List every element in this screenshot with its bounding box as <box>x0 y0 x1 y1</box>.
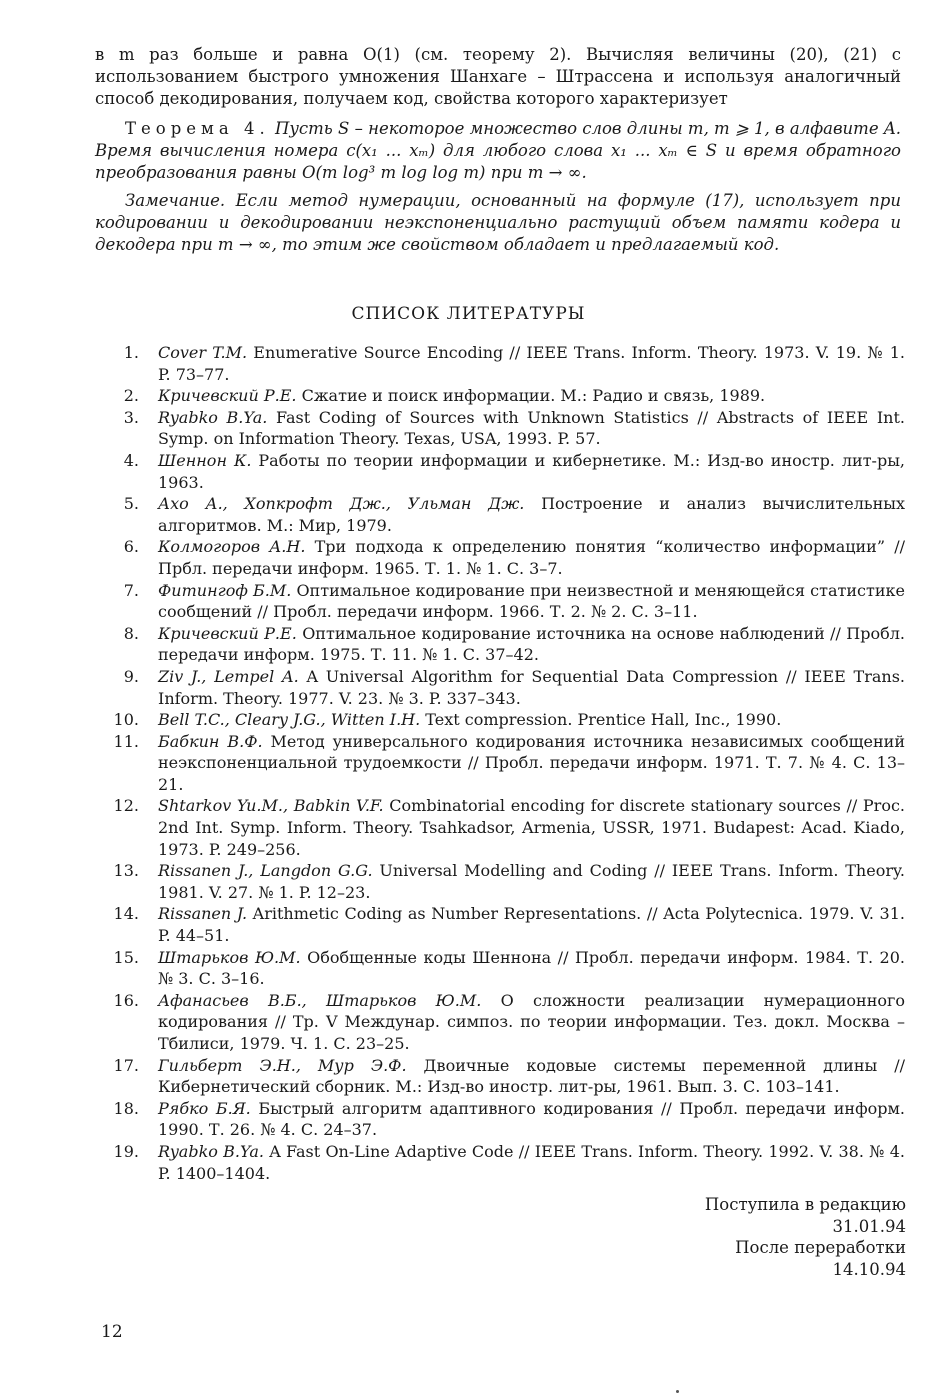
references-title: СПИСОК ЛИТЕРАТУРЫ <box>351 304 586 324</box>
reference-item <box>95 1141 905 1184</box>
reference-number: 2. <box>123 386 139 406</box>
theorem-label: Теорема 4. <box>125 119 270 138</box>
reference-text: Enumerative Source Encoding // IEEE Trans. Inform. Theory. 1973. V. 19. № 1. P. 73–77. <box>158 343 906 384</box>
reference-text: Три подхода к определению понятия “количество информации” // Прбл. передачи информ. 1965. Т. 1. № 1. С. 3–7. <box>158 537 905 578</box>
reference-item <box>95 536 905 579</box>
reference-item <box>95 450 905 493</box>
reference-authors: Cover T.M. <box>158 343 248 362</box>
remark-paragraph: Замечание. Если метод нумерации, основанный на формуле (17), использует при кодировании и декодировании неэкспоненциально растущий объем памяти кодера и декодера при m → ∞, то этим же свойством обладает и предлагаемый код. <box>95 191 901 254</box>
reference-item <box>95 1098 905 1141</box>
reference-item <box>95 731 905 796</box>
reference-text: Построение и анализ вычислительных алгоритмов. М.: Мир, 1979. <box>158 494 905 535</box>
scan-artifact <box>676 1390 679 1393</box>
reference-number: 1. <box>123 343 139 362</box>
reference-item <box>95 623 905 666</box>
theorem-4 <box>95 118 901 184</box>
page-number: 12 <box>101 1322 123 1342</box>
reference-text: Быстрый алгоритм адаптивного кодирования // Пробл. передачи информ. 1990. Т. 26. № 4. С. 24–37. <box>158 1098 906 1140</box>
reference-item <box>95 493 905 536</box>
reference-item <box>95 342 905 385</box>
reference-item <box>95 903 905 946</box>
reference-number: 12. <box>113 796 139 816</box>
reference-text: A Fast On-Line Adaptive Code // IEEE Trans. Inform. Theory. 1992. V. 38. № 4. P. 1400–1404. <box>158 1141 905 1183</box>
reference-number: 11. <box>113 731 139 751</box>
reference-text: Работы по теории информации и кибернетике. М.: Изд-во иностр. лит-ры, 1963. <box>158 450 906 492</box>
reference-text: О сложности реализации нумерационного кодирования // Тр. V Междунар. симпоз. по теории информации. Тез. докл. Москва – Тбилиси, 1979. Ч. 1. С. 23–25. <box>158 990 906 1053</box>
received-block <box>560 1194 906 1280</box>
reference-authors: Рябко Б.Я. <box>158 1098 251 1118</box>
reference-number: 17. <box>113 1055 139 1075</box>
reference-number: 7. <box>123 580 139 600</box>
revised-label: После переработки <box>735 1238 906 1257</box>
reference-number: 13. <box>113 861 139 881</box>
reference-text: Fast Coding of Sources with Unknown Statistics // Abstracts of IEEE Int. Symp. on Information Theory. Texas, USA, 1993. P. 57. <box>158 407 905 449</box>
reference-number: 14. <box>113 904 139 924</box>
reference-text: Combinatorial encoding for discrete stationary sources // Proc. 2nd Int. Symp. Inform. Theory. Tsahkadsor, Armenia, USSR, 1971. Budapest: Acad. Kiado, 1973. P. 249–256. <box>158 796 906 859</box>
reference-number: 9. <box>123 666 139 686</box>
reference-item <box>95 385 905 407</box>
reference-item <box>95 947 905 990</box>
reference-text: Text compression. Prentice Hall, Inc., 1990. <box>425 710 782 730</box>
reference-authors: Колмогоров А.Н. <box>158 537 306 557</box>
reference-authors: Ryabko B.Ya. <box>158 407 268 427</box>
reference-number: 10. <box>113 710 139 730</box>
reference-text: Сжатие и поиск информации. М.: Радио и связь, 1989. <box>301 386 766 406</box>
reference-text: Двоичные кодовые системы переменной длины // Кибернетический сборник. М.: Изд-во иностр. лит-ры, 1961. Вып. 3. С. 103–141. <box>158 1055 905 1097</box>
reference-text: Arithmetic Coding as Number Representations. // Acta Polytecnica. 1979. V. 31. P. 44–51. <box>158 904 905 946</box>
reference-item <box>95 860 905 903</box>
reference-item <box>95 795 905 860</box>
reference-authors: Rissanen J., Langdon G.G. <box>158 861 373 881</box>
reference-text: Метод универсального кодирования источника независимых сообщений неэкспоненциальной трудоемкости // Пробл. передачи информ. 1971. Т. 7. № 4. С. 13–21. <box>158 731 905 794</box>
references-list <box>95 342 905 1184</box>
intro-paragraph: в m раз больше и равна O(1) (см. теорему 2). Вычисляя величины (20), (21) с использованием быстрого умножения Шанхаге – Штрассена и используя аналогичный способ декодирования, получаем код, свойства которого характеризует <box>95 45 901 108</box>
reference-number: 19. <box>113 1141 139 1161</box>
reference-number: 6. <box>123 537 139 557</box>
reference-authors: Кричевский Р.Е. <box>158 386 297 406</box>
theorem-body: Пусть S – некоторое множество слов длины m, m ⩾ 1, в алфавите A. Время вычисления номера c(x₁ ... xₘ) для любого слова x₁ ... xₘ ∈ S и время обратного преобразования равны O(m log³ m log log m) при m → ∞. <box>95 119 901 182</box>
reference-number: 15. <box>113 947 139 967</box>
reference-item <box>95 666 905 709</box>
received-date: 31.01.94 <box>832 1216 906 1236</box>
reference-number: 18. <box>113 1098 139 1118</box>
reference-item <box>95 990 905 1055</box>
reference-number: 8. <box>123 623 139 643</box>
reference-authors: Фитингоф Б.М. <box>158 580 292 600</box>
reference-authors: Штарьков Ю.М. <box>158 947 301 967</box>
reference-text: Universal Modelling and Coding // IEEE Trans. Inform. Theory. 1981. V. 27. № 1. P. 12–23. <box>158 861 905 902</box>
reference-authors: Гильберт Э.Н., Мур Э.Ф. <box>158 1055 407 1075</box>
reference-authors: Bell T.C., Cleary J.G., Witten I.H. <box>158 710 421 730</box>
reference-item <box>95 709 905 731</box>
reference-number: 5. <box>123 494 139 514</box>
reference-authors: Шеннон К. <box>158 450 252 470</box>
reference-number: 4. <box>123 450 139 470</box>
reference-authors: Афанасьев В.Б., Штарьков Ю.М. <box>158 990 482 1010</box>
reference-number: 3. <box>123 407 139 427</box>
reference-item <box>95 580 905 623</box>
reference-item <box>95 407 905 450</box>
reference-text: Оптимальное кодирование при неизвестной и меняющейся статистике сообщений // Пробл. передачи информ. 1966. Т. 2. № 2. С. 3–11. <box>158 580 905 622</box>
reference-authors: Ахо А., Хопкрофт Дж., Ульман Дж. <box>158 494 525 514</box>
reference-item <box>95 1055 905 1098</box>
reference-authors: Rissanen J. <box>158 904 248 924</box>
reference-text: Обобщенные коды Шеннона // Пробл. передачи информ. 1984. Т. 20. № 3. С. 3–16. <box>158 947 906 989</box>
reference-number: 16. <box>113 990 139 1010</box>
reference-authors: Кричевский Р.Е. <box>158 623 297 643</box>
reference-text: Оптимальное кодирование источника на основе наблюдений // Пробл. передачи информ. 1975. Т. 11. № 1. С. 37–42. <box>158 623 906 665</box>
reference-authors: Ryabko B.Ya. <box>158 1141 264 1161</box>
reference-authors: Ziv J., Lempel A. <box>158 666 299 686</box>
reference-authors: Бабкин В.Ф. <box>158 731 263 751</box>
received-label: Поступила в редакцию <box>704 1195 906 1214</box>
reference-text: A Universal Algorithm for Sequential Data Compression // IEEE Trans. Inform. Theory. 1977. V. 23. № 3. P. 337–343. <box>158 666 906 708</box>
revised-date: 14.10.94 <box>832 1259 906 1279</box>
reference-authors: Shtarkov Yu.M., Babkin V.F. <box>158 796 384 816</box>
